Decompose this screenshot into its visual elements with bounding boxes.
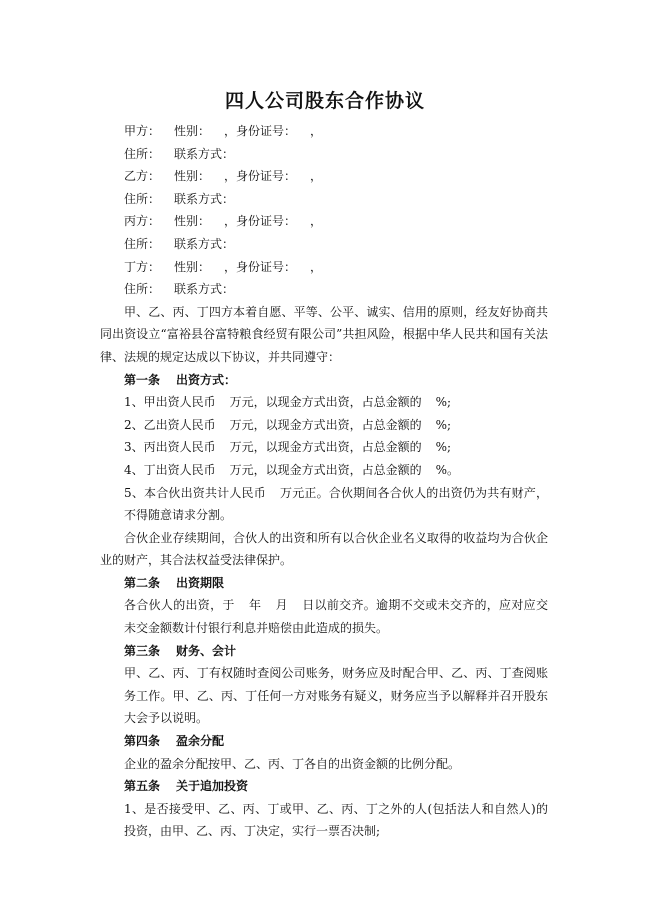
article-name: 盈余分配	[176, 734, 225, 749]
item-text: %;	[435, 440, 452, 455]
address-line	[124, 278, 548, 301]
comma: ，	[310, 214, 323, 229]
address-line	[124, 233, 548, 256]
id-label: ，身份证号：	[224, 259, 297, 274]
contribution-item	[124, 459, 548, 482]
item-text: 月	[275, 598, 288, 613]
contact-label: 联系方式：	[174, 146, 235, 161]
gender-label: 性别：	[174, 169, 211, 184]
article-2-heading	[124, 572, 548, 595]
deadline-clause	[124, 594, 548, 639]
article-name: 关于追加投资	[176, 779, 249, 794]
party-role: 甲方：	[124, 124, 161, 138]
party-role: 丁方：	[124, 259, 161, 274]
article-number: 第一条	[124, 372, 161, 387]
address-label: 住所：	[124, 236, 161, 251]
contribution-item	[124, 391, 548, 414]
investment-clause: 1、是否接受甲、乙、丙、丁或甲、乙、丙、丁之外的人(包括法人和自然人)的投资，由甲、乙、丙、丁决定，实行一票否决制;	[124, 801, 548, 839]
article-name: 出资方式：	[176, 372, 237, 387]
address-label: 住所：	[124, 282, 161, 297]
article-number: 第四条	[124, 734, 161, 749]
item-text: 各合伙人的出资，于	[124, 598, 235, 613]
article-number: 第三条	[124, 643, 161, 658]
item-text: 4、丁出资人民币	[124, 462, 216, 477]
item-text: 年	[248, 598, 262, 613]
item-text: 3、丙出资人民币	[124, 440, 216, 455]
party-role: 乙方：	[124, 169, 161, 184]
item-text: 万元正。合伙期间各合伙人的出资仍为共有财产，不得随意请求分割。	[124, 485, 548, 523]
item-text: 5、本合伙出资共计人民币	[124, 485, 266, 500]
party-line	[124, 210, 548, 233]
item-text: 万元，以现金方式出资，占总金额的	[229, 417, 422, 432]
item-text: 万元，以现金方式出资，占总金额的	[229, 395, 422, 410]
address-label: 住所：	[124, 146, 161, 161]
preamble: 甲、乙、丙、丁四方本着自愿、平等、公平、诚实、信用的原则，经友好协商共同出资设立“富裕县谷富特粮食经贸有限公司”共担风险，根据中华人民共和国有关法律、法规的规定达成以下协议，并共同遵守：	[100, 304, 548, 364]
item-text: 2、乙出资人民币	[124, 417, 216, 432]
document-title: 四人公司股东合作协议	[224, 90, 425, 112]
contribution-item	[124, 414, 548, 437]
article-name: 出资期限	[176, 575, 225, 590]
contact-label: 联系方式：	[174, 236, 235, 251]
party-line	[124, 256, 548, 279]
item-text: %;	[435, 395, 452, 410]
item-text: %;	[435, 417, 452, 432]
comma: ，	[310, 124, 323, 138]
article-name: 财务、会计	[176, 643, 237, 658]
comma: ，	[310, 259, 323, 274]
article-3-heading	[124, 640, 548, 663]
id-label: ，身份证号：	[224, 124, 297, 138]
article-1-heading	[124, 369, 548, 392]
party-line	[124, 120, 548, 143]
item-text: 万元，以现金方式出资，占总金额的	[229, 440, 422, 455]
gender-label: 性别：	[174, 214, 211, 229]
article-number: 第二条	[124, 575, 161, 590]
party-role: 丙方：	[124, 214, 161, 229]
contact-label: 联系方式：	[174, 191, 235, 206]
article-5-heading	[124, 775, 548, 798]
contribution-item	[124, 436, 548, 459]
property-clause: 合伙企业存续期间，合伙人的出资和所有以合伙企业名义取得的收益均为合伙企业的财产，其合法权益受法律保护。	[100, 530, 548, 568]
item-text: 1、甲出资人民币	[124, 395, 216, 410]
document-body	[100, 120, 548, 843]
comma: ，	[310, 169, 323, 184]
id-label: ，身份证号：	[224, 169, 297, 184]
contact-label: 联系方式：	[174, 282, 235, 297]
item-text: 日以前交齐。逾期不交或未交齐的，应对应交未交金额数计付银行利息并赔偿由此造成的损失。	[124, 598, 548, 636]
id-label: ，身份证号：	[224, 214, 297, 229]
address-line	[124, 188, 548, 211]
profit-clause: 企业的盈余分配按甲、乙、丙、丁各自的出资金额的比例分配。	[124, 756, 461, 771]
article-4-heading	[124, 730, 548, 753]
gender-label: 性别：	[174, 124, 211, 138]
item-text: 万元，以现金方式出资，占总金额的	[229, 462, 422, 477]
item-text: %。	[435, 462, 460, 477]
address-line	[124, 143, 548, 166]
contribution-total	[124, 482, 548, 527]
finance-clause: 甲、乙、丙、丁有权随时查阅公司账务，财务应及时配合甲、乙、丙、丁查阅账务工作。甲、乙、丙、丁任何一方对账务有疑义，财务应当予以解释并召开股东大会予以说明。	[124, 666, 548, 726]
gender-label: 性别：	[174, 259, 211, 274]
party-line	[124, 165, 548, 188]
address-label: 住所：	[124, 191, 161, 206]
article-number: 第五条	[124, 779, 161, 794]
